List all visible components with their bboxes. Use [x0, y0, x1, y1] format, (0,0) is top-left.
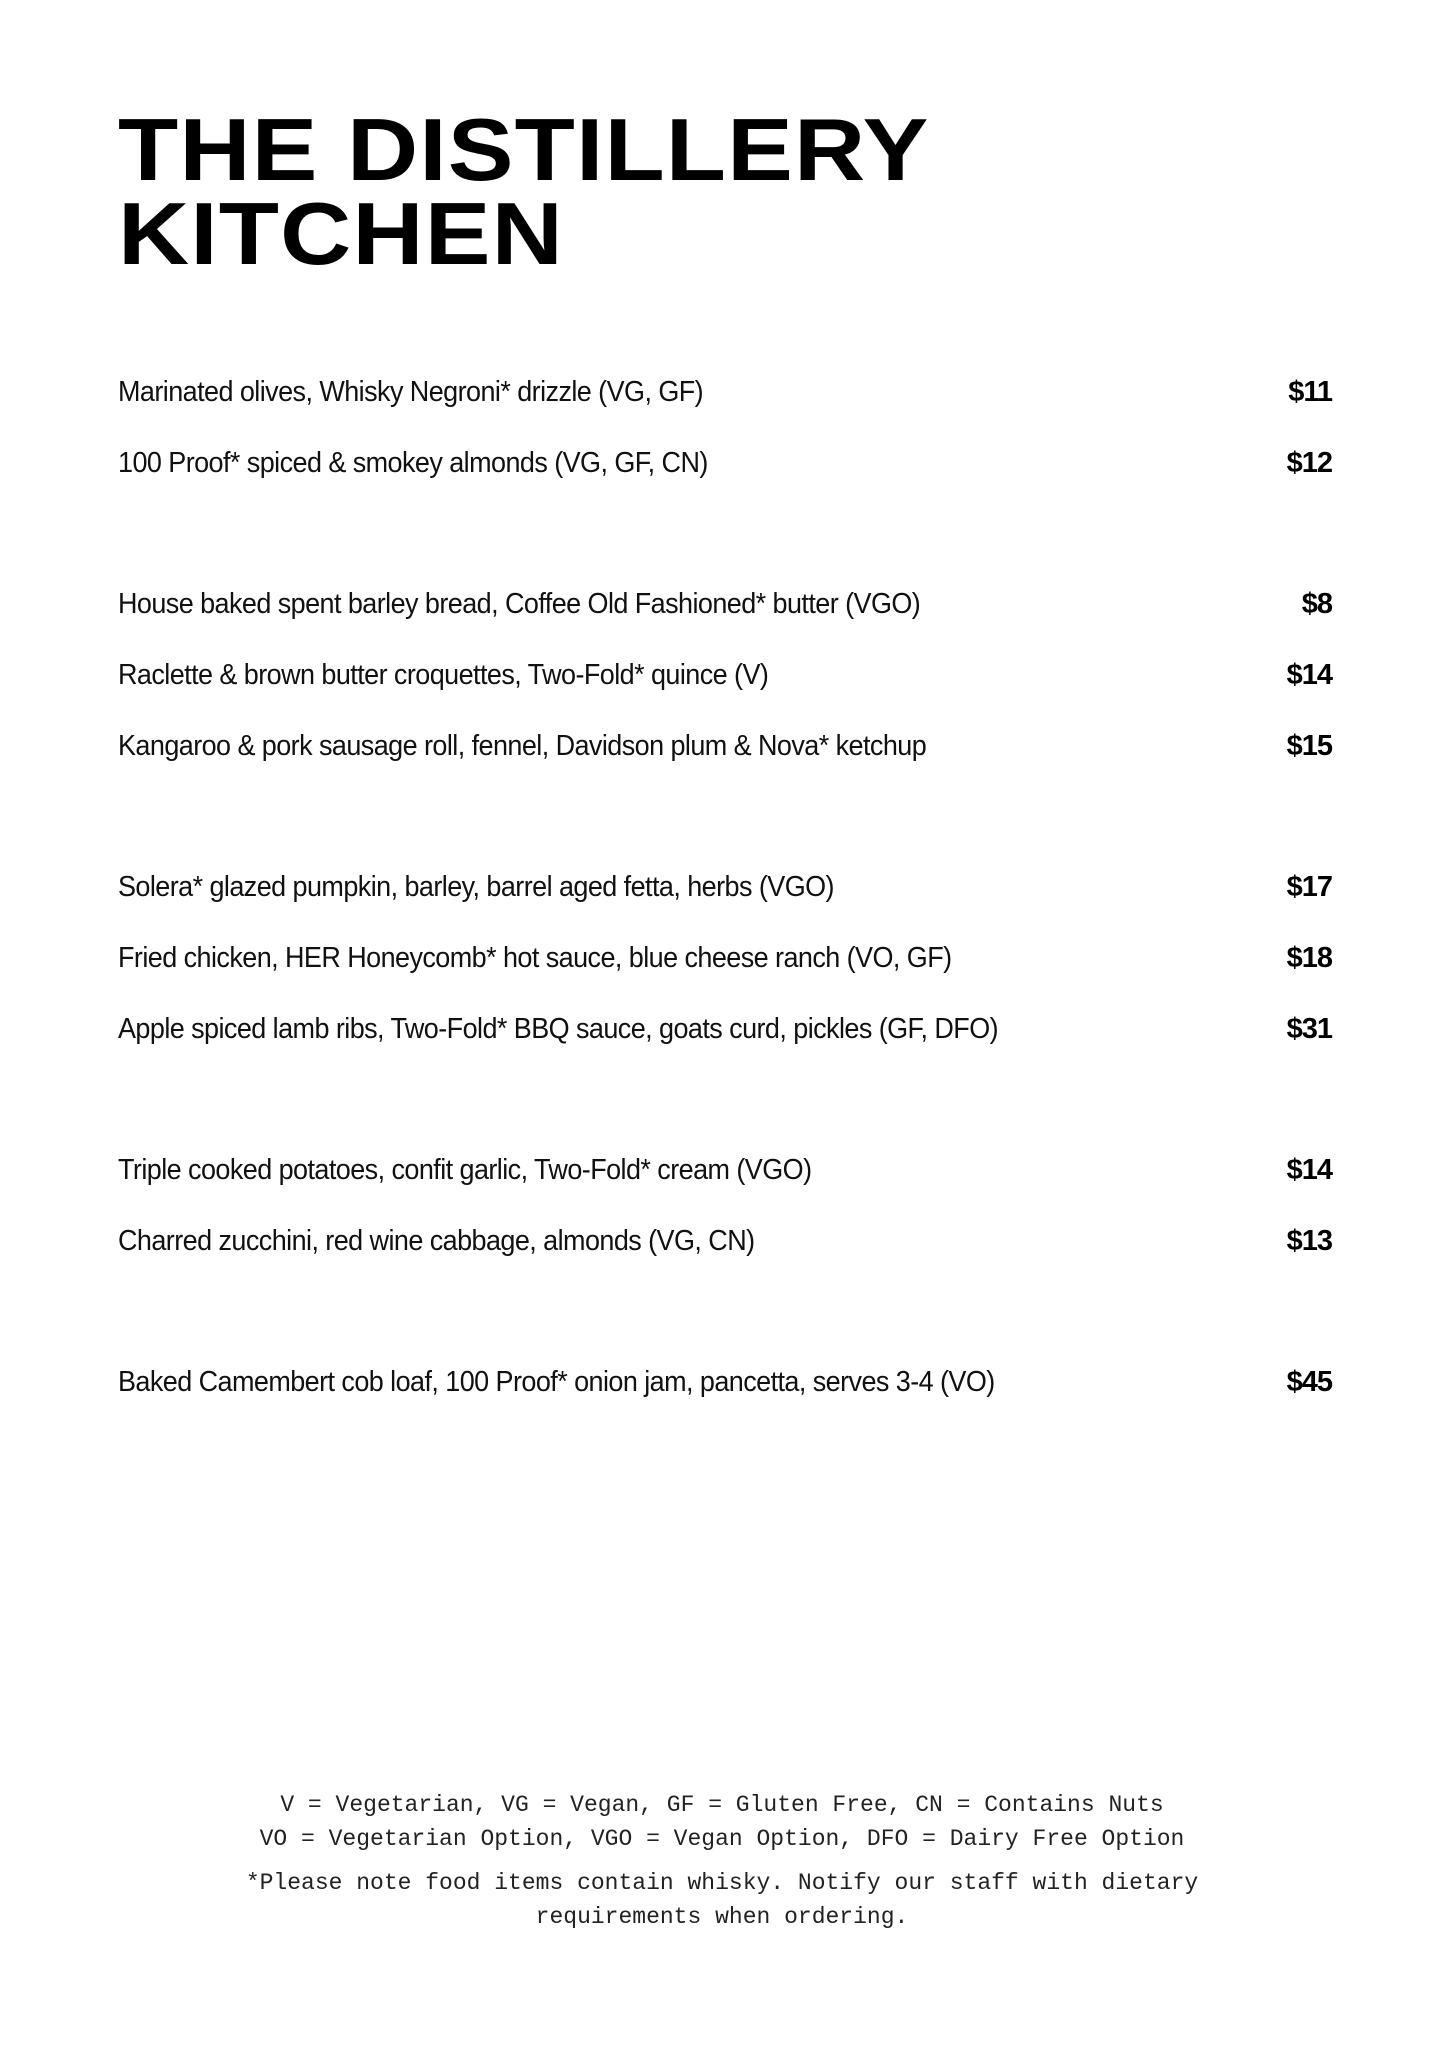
menu-section-large-plates — [118, 871, 1332, 1084]
menu-item-price: $11 — [1288, 376, 1332, 408]
menu-item — [118, 871, 1332, 942]
menu-item-name: Apple spiced lamb ribs, Two-Fold* BBQ sauce, goats curd, pickles (GF, DFO) — [118, 1013, 999, 1045]
menu-item-price: $13 — [1286, 1225, 1332, 1257]
menu-item — [118, 1225, 1332, 1296]
menu-item-name: Charred zucchini, red wine cabbage, almonds (VG, CN) — [118, 1225, 755, 1257]
legend-line-1: V = Vegetarian, VG = Vegan, GF = Gluten Free, CN = Contains Nuts — [280, 1792, 1164, 1818]
menu-item-name: Kangaroo & pork sausage roll, fennel, Davidson plum & Nova* ketchup — [118, 730, 927, 762]
menu-list — [118, 376, 1332, 1437]
legend-line-2: VO = Vegetarian Option, VGO = Vegan Option, DFO = Dairy Free Option — [259, 1826, 1185, 1852]
menu-item-price: $14 — [1286, 659, 1332, 691]
menu-item-price: $12 — [1286, 447, 1332, 479]
menu-item — [118, 730, 1332, 801]
dietary-legend — [0, 1788, 1444, 1934]
menu-item — [118, 1366, 1332, 1437]
menu-item-name: Fried chicken, HER Honeycomb* hot sauce, blue cheese ranch (VO, GF) — [118, 942, 952, 974]
menu-item-name: 100 Proof* spiced & smokey almonds (VG, GF, CN) — [118, 447, 708, 479]
menu-item-price: $18 — [1286, 942, 1332, 974]
menu-item-price: $31 — [1286, 1013, 1332, 1045]
menu-item — [118, 659, 1332, 730]
menu-item-price: $14 — [1286, 1154, 1332, 1186]
menu-section-small-plates — [118, 588, 1332, 801]
menu-title — [118, 100, 930, 283]
menu-item — [118, 1154, 1332, 1225]
menu-item-name: House baked spent barley bread, Coffee Old Fashioned* butter (VGO) — [118, 588, 921, 620]
menu-item-name: Solera* glazed pumpkin, barley, barrel aged fetta, herbs (VGO) — [118, 871, 834, 903]
menu-item — [118, 942, 1332, 1013]
menu-item-price: $15 — [1286, 730, 1332, 762]
menu-item-name: Baked Camembert cob loaf, 100 Proof* onion jam, pancetta, serves 3-4 (VO) — [118, 1366, 995, 1398]
menu-item-price: $8 — [1301, 588, 1332, 620]
menu-item — [118, 588, 1332, 659]
menu-item — [118, 1013, 1332, 1084]
menu-item-name: Triple cooked potatoes, confit garlic, Two-Fold* cream (VGO) — [118, 1154, 812, 1186]
title-line-2: KITCHEN — [118, 184, 564, 283]
menu-item-price: $17 — [1286, 871, 1332, 903]
menu-section-sides — [118, 1154, 1332, 1296]
menu-section-share — [118, 1366, 1332, 1437]
whisky-note: *Please note food items contain whisky. Notify our staff with dietary requirements when ordering. — [245, 1870, 1199, 1930]
menu-item — [118, 447, 1332, 518]
menu-item — [118, 376, 1332, 447]
menu-section-snacks — [118, 376, 1332, 518]
title-line-1: THE DISTILLERY — [118, 100, 930, 199]
menu-item-name: Raclette & brown butter croquettes, Two-Fold* quince (V) — [118, 659, 769, 691]
menu-item-name: Marinated olives, Whisky Negroni* drizzle (VG, GF) — [118, 376, 704, 408]
menu-item-price: $45 — [1286, 1366, 1332, 1398]
